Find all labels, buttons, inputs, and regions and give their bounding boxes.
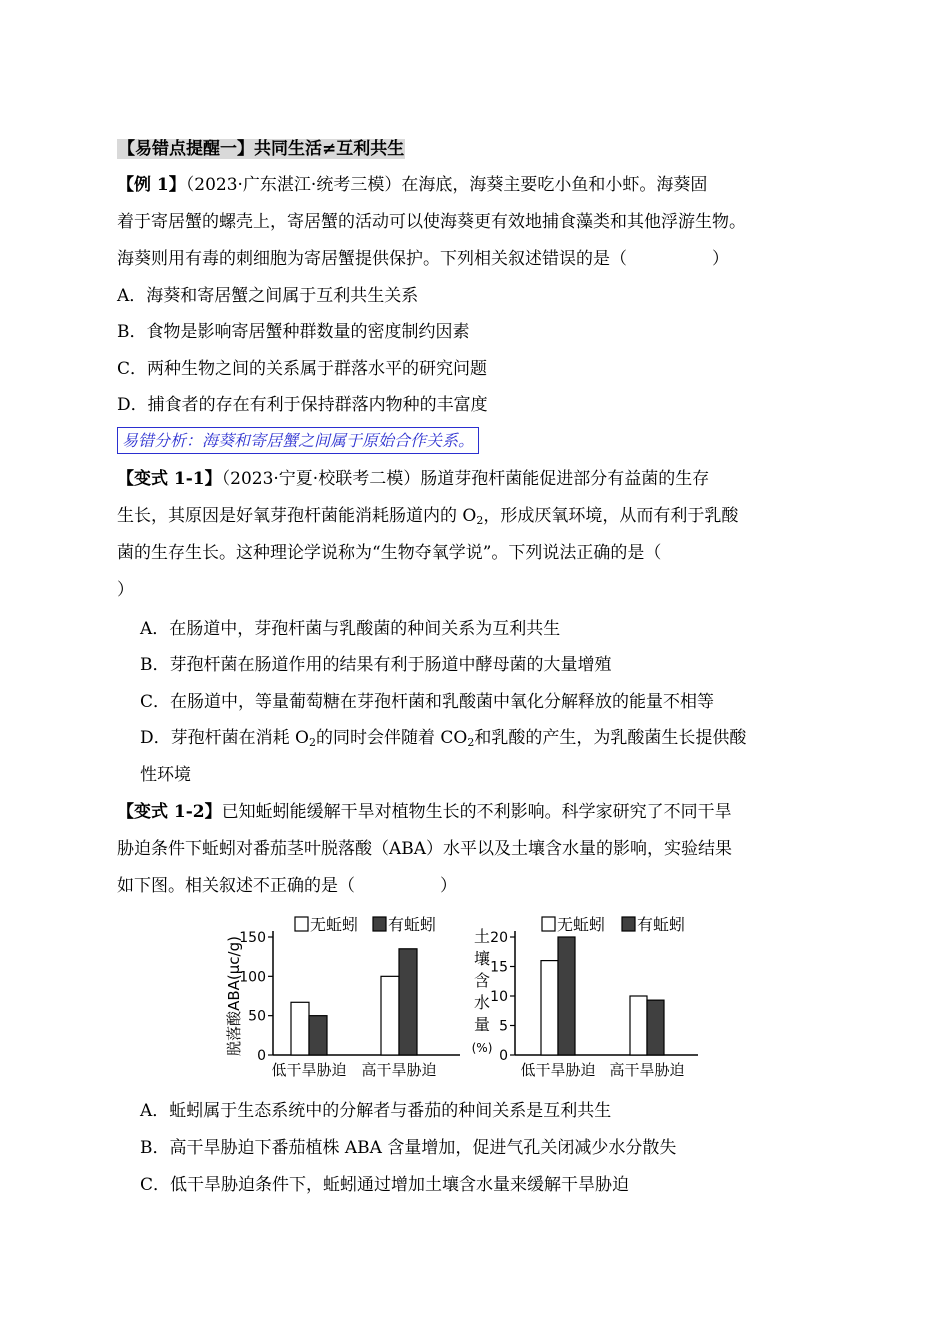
y-tick-label: 0 <box>499 1048 508 1064</box>
example-option-c: C．两种生物之间的关系属于群落水平的研究问题 <box>117 359 488 379</box>
x-category-label: 低干旱胁迫 <box>271 1061 347 1079</box>
y-axis-label-char: 土 <box>473 927 491 946</box>
variant1-line-1: 【变式 1-1】（2023·宁夏·校联考二模）肠道芽孢杆菌能促进部分有益菌的生存 <box>117 469 710 489</box>
bar-有蚯蚓-高干旱胁迫 <box>647 1000 664 1055</box>
variant2-line-1: 【变式 1-2】已知蚯蚓能缓解干旱对植物生长的不利影响。科学家研究了不同干旱 <box>117 802 732 822</box>
variant2-line-2: 胁迫条件下蚯蚓对番茄茎叶脱落酸（ABA）水平以及土壤含水量的影响，实验结果 <box>117 839 733 859</box>
example-option-a: A．海葵和寄居蟹之间属于互利共生关系 <box>117 286 419 306</box>
y-axis-label-char: 量 <box>473 1015 491 1034</box>
y-axis-label-char: 含 <box>473 971 491 990</box>
example-option-b: B．食物是影响寄居蟹种群数量的密度制约因素 <box>117 322 470 342</box>
variant1-option-c: C．在肠道中，等量葡萄糖在芽孢杆菌和乳酸菌中氧化分解释放的能量不相等 <box>140 692 715 712</box>
legend-label: 无蚯蚓 <box>557 915 606 934</box>
y-tick-label: 15 <box>490 959 508 976</box>
y-tick-label: 150 <box>239 930 266 946</box>
example-line-1: 【例 1】（2023·广东湛江·统考三模）在海底，海葵主要吃小鱼和小虾。海葵固 <box>117 175 708 195</box>
variant1-option-d: D．芽孢杆菌在消耗 $O_2$的同时会伴随着 $CO_2$和乳酸的产生，为乳酸菌生长提供酸 <box>140 728 747 749</box>
y-axis-label-char: 壤 <box>473 949 491 968</box>
aba-bar-chart <box>215 908 465 1083</box>
section-heading: 【易错点提醒一】共同生活≠互利共生 <box>118 139 405 159</box>
y-axis-label-char: (%) <box>471 1041 493 1055</box>
legend-swatch-有蚯蚓 <box>622 917 635 931</box>
bar-有蚯蚓-低干旱胁迫 <box>558 937 575 1055</box>
bar-有蚯蚓-低干旱胁迫 <box>309 1016 327 1055</box>
bar-有蚯蚓-高干旱胁迫 <box>399 949 417 1055</box>
example-label: 【例 1】 <box>117 175 186 195</box>
y-tick-label: 10 <box>490 989 508 1005</box>
variant1-line-2: 生长，其原因是好氧芽孢杆菌能消耗肠道内的 $O_2$，形成厌氧环境，从而有利于乳酸 <box>117 506 739 527</box>
legend-swatch-有蚯蚓 <box>373 917 386 931</box>
variant1-line-3: 菌的生存生长。这种理论学说称为“生物夺氧学说”。下列说法正确的是（ <box>117 543 662 563</box>
x-category-label: 高干旱胁迫 <box>361 1061 437 1079</box>
legend-swatch-无蚯蚓 <box>295 917 308 931</box>
variant1-option-d-cont: 性环境 <box>140 765 191 785</box>
variant2-option-b: B．高干旱胁迫下番茄植株 ABA 含量增加，促进气孔关闭减少水分散失 <box>140 1138 677 1158</box>
bar-无蚯蚓-低干旱胁迫 <box>291 1002 309 1055</box>
legend-swatch-无蚯蚓 <box>542 917 555 931</box>
legend-label: 有蚯蚓 <box>388 915 437 934</box>
variant2-label: 【变式 1-2】 <box>117 802 222 822</box>
x-category-label: 低干旱胁迫 <box>520 1061 596 1079</box>
y-tick-label: 0 <box>257 1048 266 1064</box>
variant1-label: 【变式 1-1】 <box>117 469 222 489</box>
soil-water-bar-chart <box>470 908 710 1083</box>
y-tick-label: 5 <box>499 1018 508 1035</box>
variant1-option-a: A．在肠道中，芽孢杆菌与乳酸菌的种间关系为互利共生 <box>140 619 561 639</box>
legend-label: 无蚯蚓 <box>310 915 359 934</box>
y-tick-label: 50 <box>248 1008 266 1025</box>
example-line-3: 海葵则用有毒的刺细胞为寄居蟹提供保护。下列相关叙述错误的是（ ） <box>117 249 729 269</box>
y-tick-label: 20 <box>490 930 508 946</box>
y-axis-label: 脱落酸ABA(μc/g) <box>225 936 243 1056</box>
x-category-label: 高干旱胁迫 <box>609 1061 685 1079</box>
error-analysis-note: 易错分析：海葵和寄居蟹之间属于原始合作关系。 <box>117 427 479 454</box>
variant1-line-4: ） <box>117 580 134 600</box>
bar-无蚯蚓-低干旱胁迫 <box>541 961 558 1055</box>
y-axis-label-char: 水 <box>473 993 491 1012</box>
y-tick-label: 100 <box>239 969 266 986</box>
variant2-option-a: A．蚯蚓属于生态系统中的分解者与番茄的种间关系是互利共生 <box>140 1101 612 1121</box>
example-option-d: D．捕食者的存在有利于保持群落内物种的丰富度 <box>117 395 488 415</box>
variant1-option-b: B．芽孢杆菌在肠道作用的结果有利于肠道中酵母菌的大量增殖 <box>140 655 612 675</box>
bar-无蚯蚓-高干旱胁迫 <box>381 976 399 1055</box>
variant2-line-3: 如下图。相关叙述不正确的是（ ） <box>117 876 457 896</box>
example-line-2: 着于寄居蟹的螺壳上，寄居蟹的活动可以使海葵更有效地捕食藻类和其他浮游生物。 <box>117 212 746 232</box>
bar-无蚯蚓-高干旱胁迫 <box>630 996 647 1055</box>
legend-label: 有蚯蚓 <box>637 915 686 934</box>
variant2-option-c: C．低干旱胁迫条件下，蚯蚓通过增加土壤含水量来缓解干旱胁迫 <box>140 1175 630 1195</box>
